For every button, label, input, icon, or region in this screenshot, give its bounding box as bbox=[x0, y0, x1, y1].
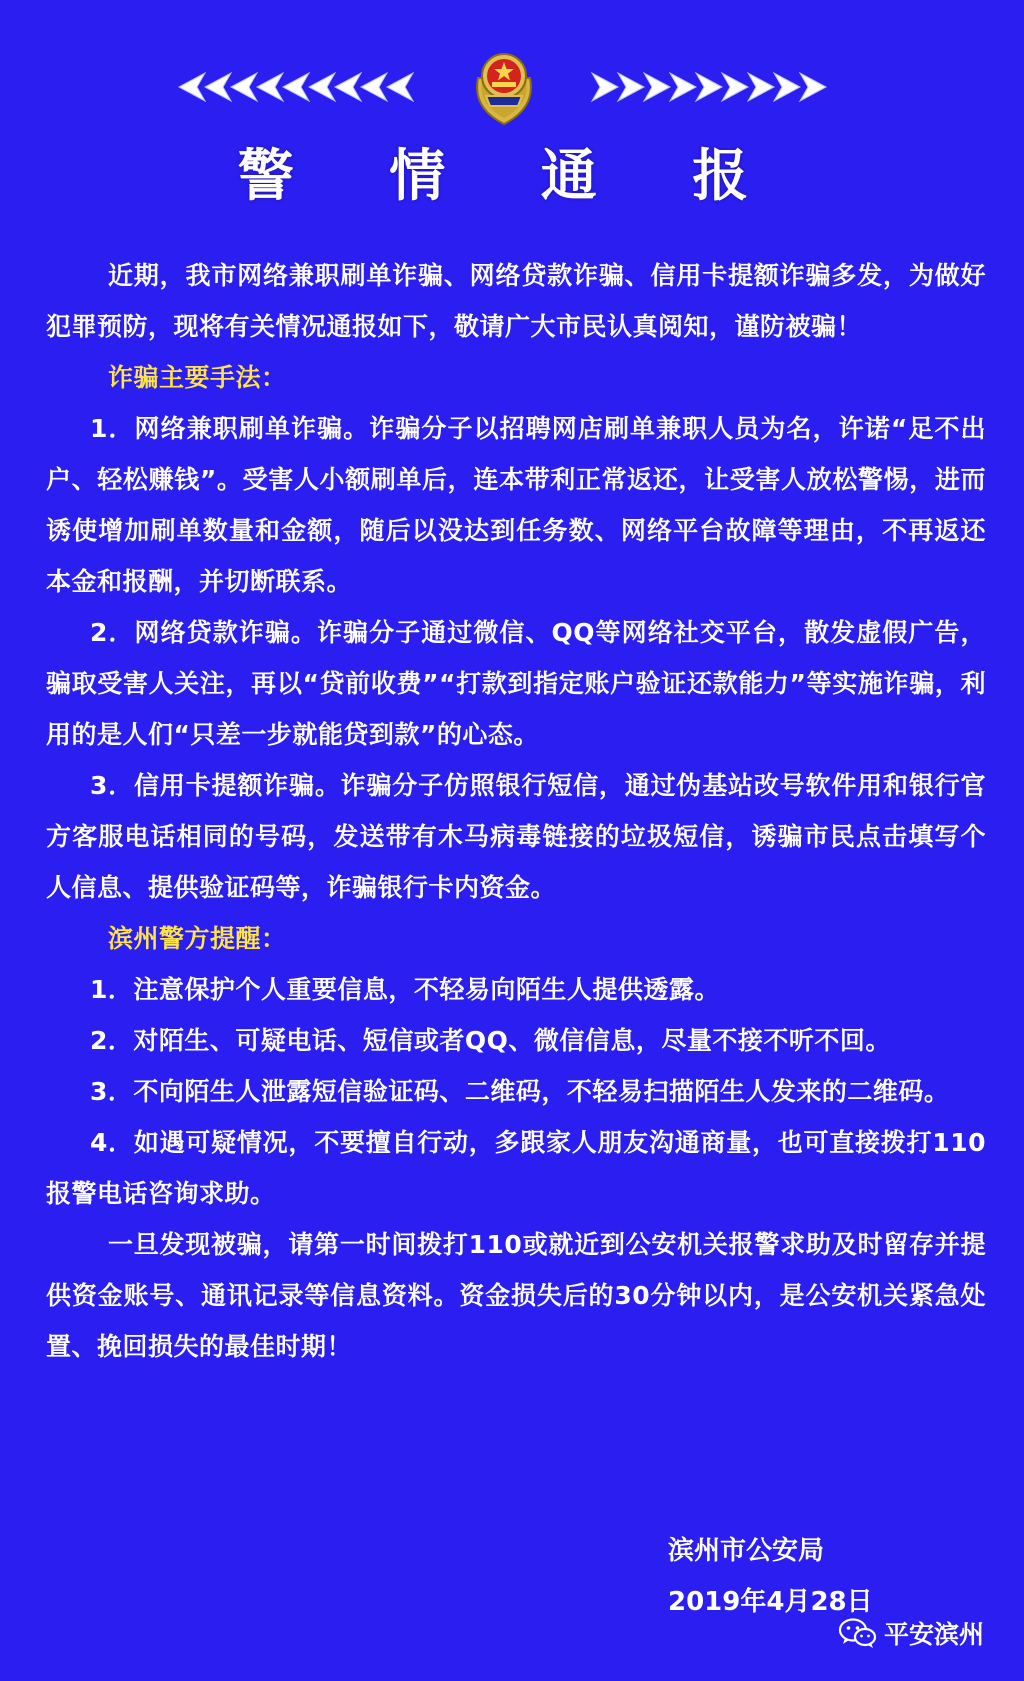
page-title: 警 情 通 报 bbox=[237, 143, 787, 209]
methods-heading: 诈骗主要手法： bbox=[108, 363, 287, 392]
closing-paragraph: 一旦发现被骗，请第一时间拨打110或就近到公安机关报警求助及时留存并提供资金账号、通讯记录等信息资料。资金损失后的30分钟以内，是公安机关紧急处置、挽回损失的最佳时期！ bbox=[46, 1230, 986, 1361]
left-wing-decoration bbox=[175, 68, 415, 106]
signature-block bbox=[668, 1526, 873, 1628]
watermark-label: 平安滨州 bbox=[884, 1620, 985, 1649]
reminders-heading: 滨州警方提醒： bbox=[108, 924, 287, 953]
right-wing-decoration bbox=[590, 68, 830, 106]
issuing-organization: 滨州市公安局 bbox=[668, 1536, 825, 1566]
reminder-item: 3．不向陌生人泄露短信验证码、二维码，不轻易扫描陌生人发来的二维码。 bbox=[90, 1077, 950, 1106]
reminder-item: 1．注意保护个人重要信息，不轻易向陌生人提供透露。 bbox=[90, 975, 720, 1004]
wechat-icon bbox=[838, 1617, 878, 1649]
notice-body bbox=[46, 250, 986, 1372]
header-banner bbox=[0, 48, 1024, 128]
issue-date: 2019年4月28日 bbox=[668, 1587, 873, 1617]
method-item: 3．信用卡提额诈骗。诈骗分子仿照银行短信，通过伪基站改号软件用和银行官方客服电话相同的号码，发送带有木马病毒链接的垃圾短信，诱骗市民点击填写个人信息、提供验证码等，诈骗银行卡内资金。 bbox=[46, 771, 986, 902]
reminder-item: 2．对陌生、可疑电话、短信或者QQ、微信信息，尽量不接不听不回。 bbox=[90, 1026, 891, 1055]
reminder-item: 4．如遇可疑情况，不要擅自行动，多跟家人朋友沟通商量，也可直接拨打110报警电话咨询求助。 bbox=[46, 1128, 986, 1208]
intro-paragraph: 近期，我市网络兼职刷单诈骗、网络贷款诈骗、信用卡提额诈骗多发，为做好犯罪预防，现将有关情况通报如下，敬请广大市民认真阅知，谨防被骗！ bbox=[46, 261, 986, 341]
police-emblem-icon bbox=[468, 48, 540, 128]
method-item: 2．网络贷款诈骗。诈骗分子通过微信、QQ等网络社交平台，散发虚假广告，骗取受害人关注，再以“贷前收费”“打款到指定账户验证还款能力”等实施诈骗，利用的是人们“只差一步就能贷到款”的心态。 bbox=[46, 618, 986, 749]
wechat-watermark bbox=[838, 1616, 984, 1650]
method-item: 1．网络兼职刷单诈骗。诈骗分子以招聘网店刷单兼职人员为名，许诺“足不出户、轻松赚钱”。受害人小额刷单后，连本带利正常返还，让受害人放松警惕，进而诱使增加刷单数量和金额，随后以没达到任务数、网络平台故障等理由，不再返还本金和报酬，并切断联系。 bbox=[46, 414, 986, 596]
